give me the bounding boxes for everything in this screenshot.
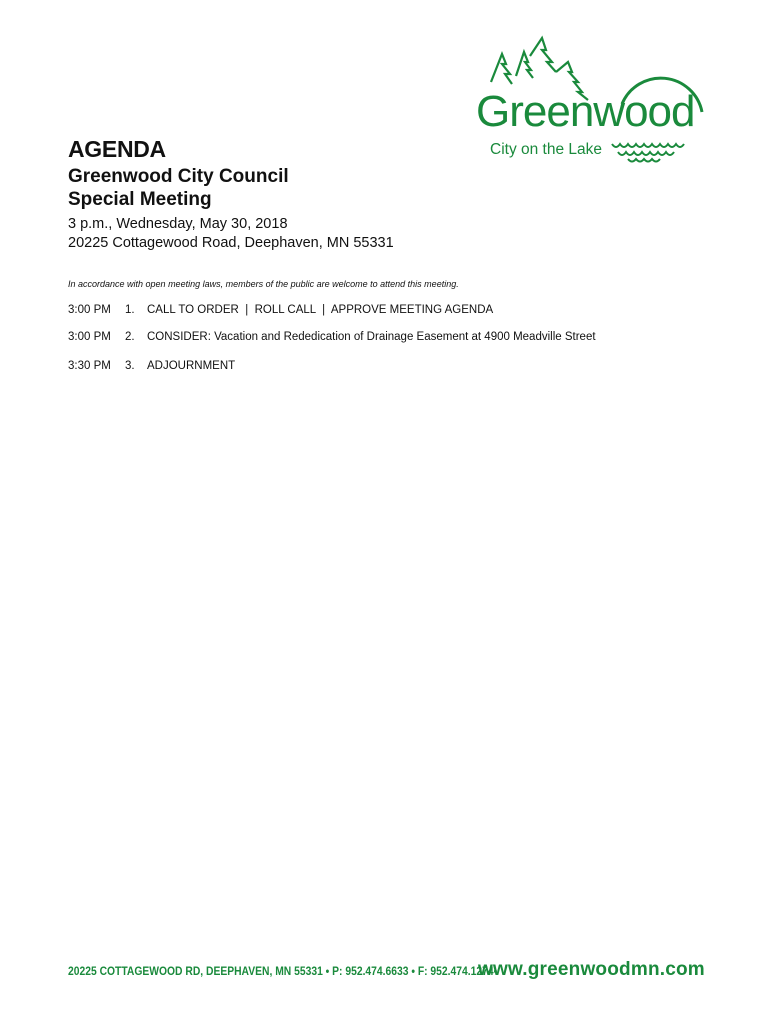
meeting-address: 20225 Cottagewood Road, Deephaven, MN 55331 — [68, 235, 394, 251]
page-title: AGENDA — [68, 136, 166, 162]
logo-tagline: City on the Lake — [490, 141, 603, 158]
meeting-time: 3 p.m., Wednesday, May 30, 2018 — [68, 216, 288, 232]
agenda-item-text: CONSIDER: Vacation and Rededication of Drainage Easement at 4900 Meadville Street — [147, 331, 596, 343]
agenda-item-time: 3:00 PM — [68, 331, 111, 343]
council-name: Greenwood City Council — [68, 166, 289, 187]
footer-website-link[interactable]: www.greenwoodmn.com — [478, 959, 705, 980]
meeting-type: Special Meeting — [68, 189, 212, 210]
agenda-item-text: ADJOURNMENT — [147, 360, 236, 372]
agenda-item-number: 1. — [125, 304, 135, 316]
agenda-item-number: 2. — [125, 331, 135, 343]
public-notice: In accordance with open meeting laws, members of the public are welcome to attend this meeting. — [68, 279, 459, 289]
agenda-item-text: CALL TO ORDER | ROLL CALL | APPROVE MEETING AGENDA — [147, 304, 494, 316]
water-waves-icon — [612, 144, 684, 162]
logo-wordmark: Greenwood — [476, 87, 695, 136]
agenda-item-time: 3:30 PM — [68, 360, 111, 372]
agenda-item-number: 3. — [125, 360, 135, 372]
footer-address: 20225 COTTAGEWOOD RD, DEEPHAVEN, MN 55331 • P: 952.474.6633 • F: 952.474.1274• — [68, 964, 498, 978]
agenda-item-time: 3:00 PM — [68, 304, 111, 316]
greenwood-logo — [470, 34, 708, 166]
